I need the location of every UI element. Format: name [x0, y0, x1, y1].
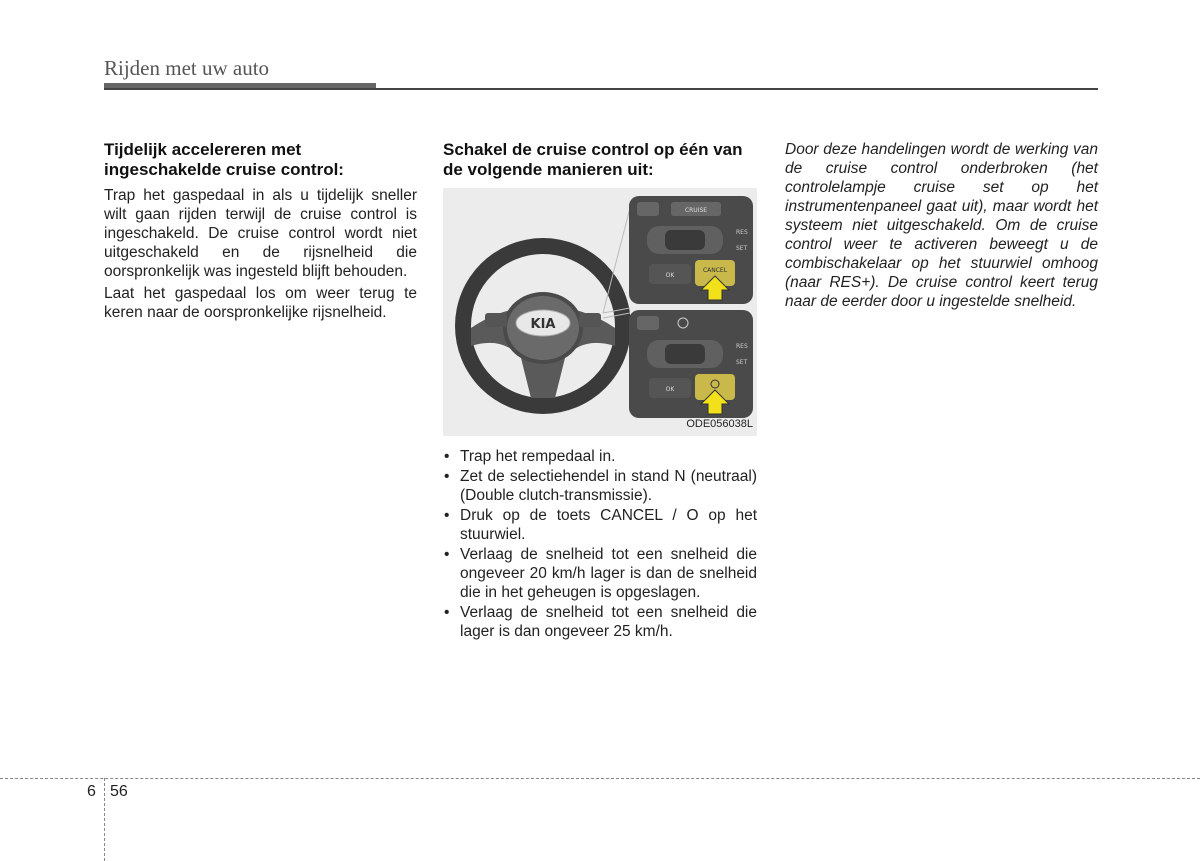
kia-logo: KIA: [530, 317, 556, 332]
steering-wheel-illustration: [443, 188, 757, 436]
left-paragraph-2: Laat het gaspedaal los om weer terug te keren naar de oorspronkelijke rijsnelheid.: [104, 285, 417, 321]
page-number: 56: [110, 783, 128, 800]
header-title: Rijden met uw auto: [104, 56, 270, 80]
svg-text:RES: RES: [736, 229, 748, 236]
svg-text:CRUISE: CRUISE: [684, 207, 708, 214]
cruise-switch-inset-top: [629, 196, 753, 304]
svg-text:CANCEL: CANCEL: [702, 267, 728, 274]
list-item: • Verlaag de snelheid tot een snelheid die lager is dan ongeveer 25 km/h.: [443, 603, 757, 641]
left-column: [104, 140, 417, 325]
steering-wheel-figure: [443, 188, 757, 436]
cruise-switch-inset-bottom: [629, 310, 753, 418]
bullet-list: [443, 447, 757, 641]
svg-text:OK: OK: [665, 272, 675, 279]
right-paragraph: Door deze handelingen wordt de werking van de cruise control onderbroken (het controlelampje cruise set op het instrumentenpaneel gaat uit), maar wordt het systeem niet uitgeschakeld. Om de cruise control weer te activeren beweegt u de combischakelaar op het stuurwiel omhoog (naar RES+). De cruise control keert terug naar de eerder door u ingestelde snelheid.: [785, 141, 1098, 310]
footer-divider: [0, 778, 1200, 779]
footer-vertical-divider: [104, 778, 105, 861]
middle-column: [443, 140, 757, 642]
middle-heading: Schakel de cruise control op één van de volgende manieren uit:: [443, 140, 743, 179]
right-column: [785, 140, 1098, 314]
figure-code: ODE056038L: [686, 418, 753, 430]
svg-text:OK: OK: [665, 386, 675, 393]
list-item: • Druk op de toets CANCEL / O op het stuurwiel.: [443, 506, 757, 544]
left-heading: Tijdelijk accelereren met ingeschakelde cruise control:: [104, 140, 344, 179]
list-item: • Trap het rempedaal in.: [443, 447, 757, 466]
list-item: • Verlaag de snelheid tot een snelheid die ongeveer 20 km/h lager is dan de snelheid die in het geheugen is opgeslagen.: [443, 545, 757, 602]
chapter-number: 6: [87, 783, 96, 800]
header-rule: [104, 88, 1098, 90]
left-paragraph-1: Trap het gaspedaal in als u tijdelijk sneller wilt gaan rijden terwijl de cruise control is ingeschakeld. De cruise control wordt niet uitgeschakeld en de rijsnelheid die oorspronkelijk was ingesteld blijft behouden.: [104, 187, 417, 280]
svg-text:RES: RES: [736, 343, 748, 350]
svg-text:SET: SET: [736, 359, 748, 366]
svg-text:SET: SET: [736, 245, 748, 252]
steering-wheel-icon: [455, 238, 631, 414]
list-item: • Zet de selectiehendel in stand N (neutraal) (Double clutch-transmissie).: [443, 467, 757, 505]
